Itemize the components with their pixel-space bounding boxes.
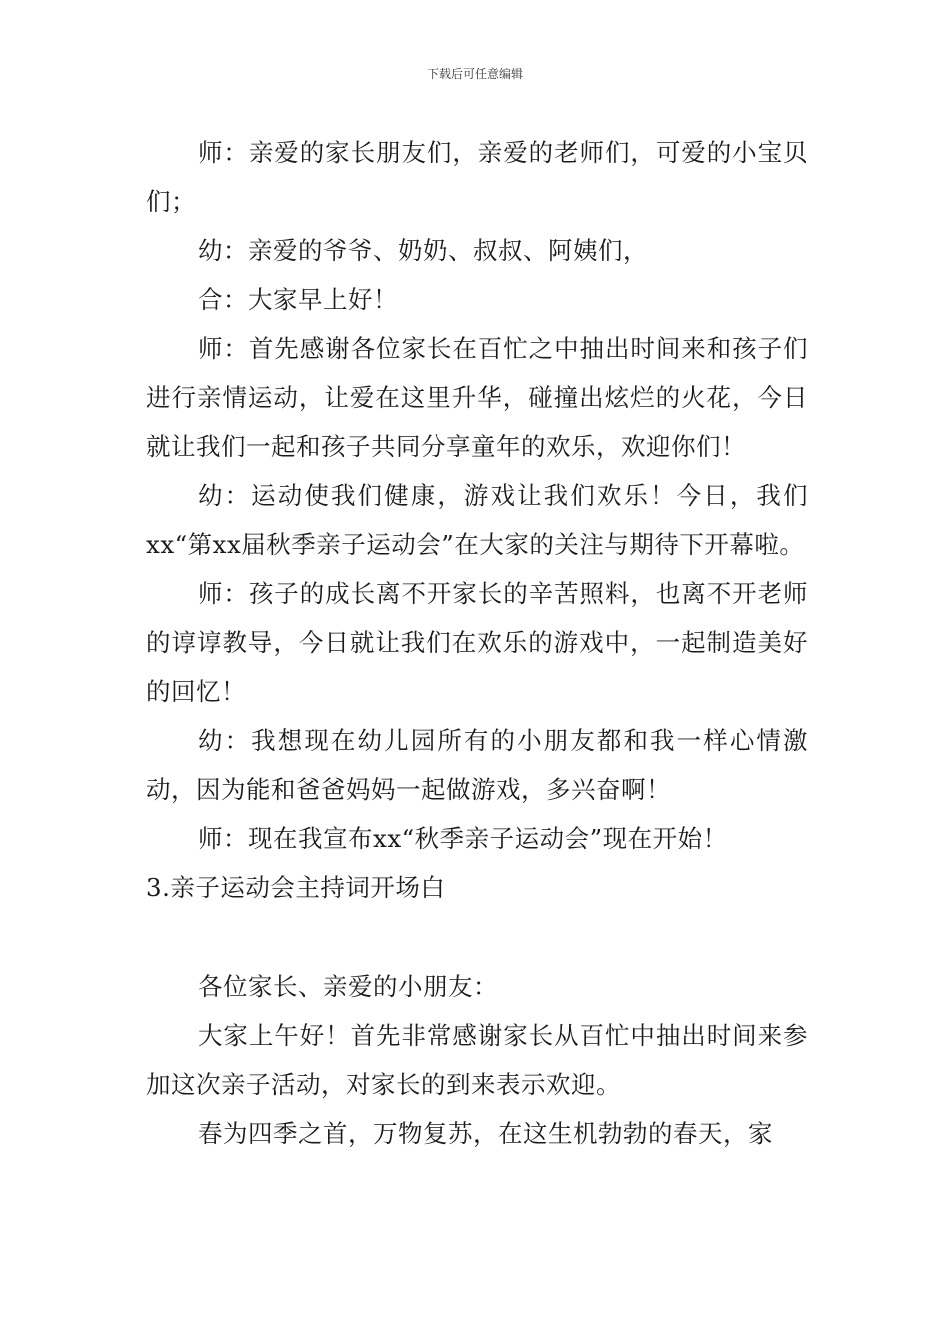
paragraph: 合：大家早上好！ bbox=[198, 285, 398, 314]
paragraph: 幼：我想现在幼儿园所有的小朋友都和我一样心情激动，因为能和爸爸妈妈一起做游戏，多兴奋啊！ bbox=[146, 726, 808, 804]
paragraph: 师：亲爱的家长朋友们，亲爱的老师们，可爱的小宝贝们； bbox=[146, 138, 808, 216]
section-spacer bbox=[146, 912, 808, 962]
section-heading: 3.亲子运动会主持词开场白 bbox=[146, 873, 446, 902]
paragraph: 幼：亲爱的爷爷、奶奶、叔叔、阿姨们， bbox=[198, 236, 648, 265]
paragraph: 师：首先感谢各位家长在百忙之中抽出时间来和孩子们进行亲情运动，让爱在这里升华，碰撞出炫烂的火花，今日就让我们一起和孩子共同分享童年的欢乐，欢迎你们！ bbox=[146, 334, 808, 461]
document-body bbox=[146, 128, 808, 1158]
paragraph: 大家上午好！首先非常感谢家长从百忙中抽出时间来参加这次亲子活动，对家长的到来表示欢迎。 bbox=[146, 1021, 808, 1099]
paragraph: 春为四季之首，万物复苏，在这生机勃勃的春天，家 bbox=[198, 1119, 773, 1148]
paragraph: 各位家长、亲爱的小朋友： bbox=[198, 972, 498, 1001]
paragraph: 幼：运动使我们健康，游戏让我们欢乐！今日，我们xx“第xx届秋季亲子运动会”在大家的关注与期待下开幕啦。 bbox=[146, 481, 808, 559]
paragraph: 师：孩子的成长离不开家长的辛苦照料，也离不开老师的谆谆教导，今日就让我们在欢乐的游戏中，一起制造美好的回忆！ bbox=[146, 579, 808, 706]
paragraph: 师：现在我宣布xx“秋季亲子运动会”现在开始！ bbox=[198, 824, 728, 853]
page-header: 下载后可任意编辑 bbox=[426, 67, 523, 81]
